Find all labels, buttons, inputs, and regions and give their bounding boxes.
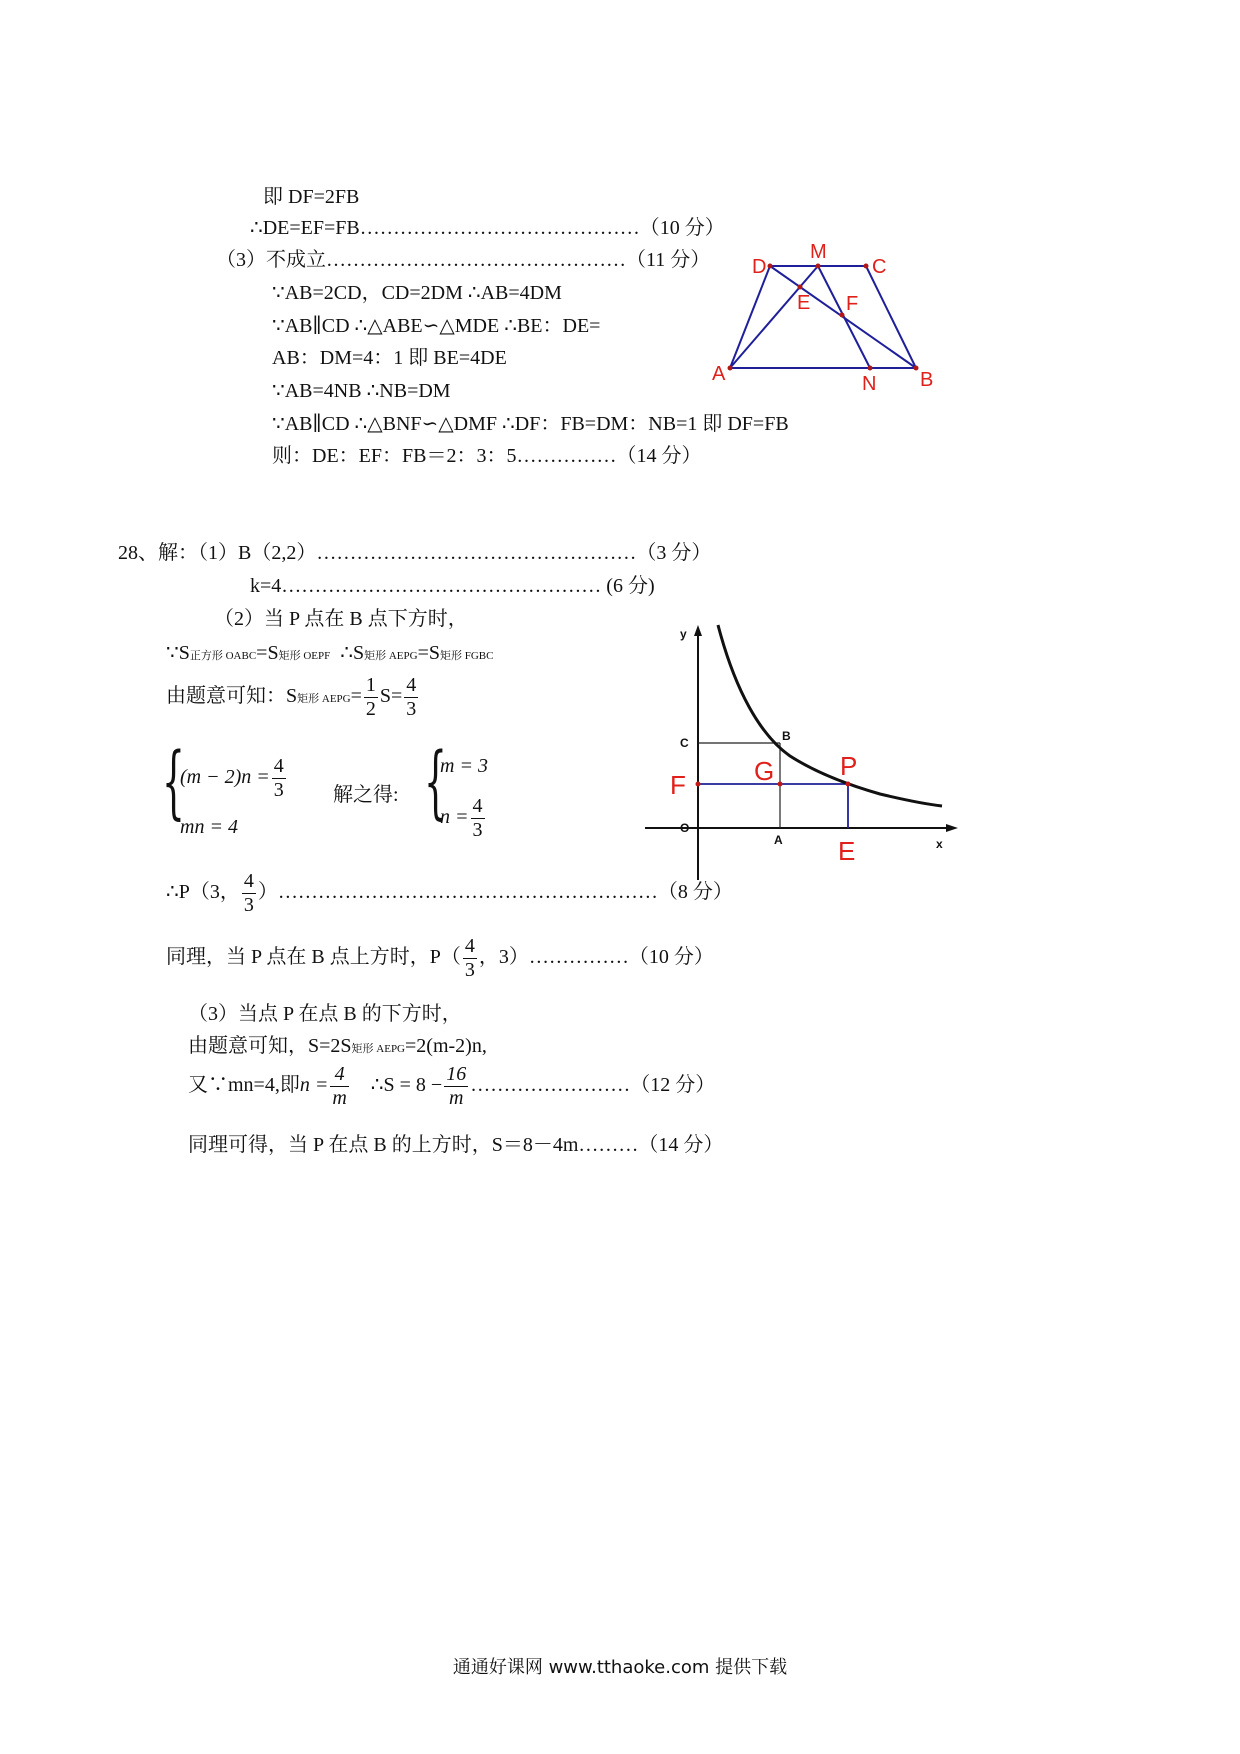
label-c: C <box>872 256 887 278</box>
segment-cb <box>866 266 916 368</box>
score-mark: （14 分） <box>616 445 702 467</box>
trapezoid-figure <box>700 230 960 400</box>
denominator: 3 <box>472 819 483 841</box>
subscript: 矩形 AEPG <box>364 650 418 662</box>
subscript: 矩形 FGBC <box>439 650 494 662</box>
label-m: M <box>810 241 827 263</box>
leader-dots: …………… <box>516 445 617 467</box>
score-mark: （14 分） <box>638 1134 724 1156</box>
text-line <box>250 218 725 238</box>
fraction <box>404 674 418 721</box>
numerator: 4 <box>464 935 475 957</box>
score-mark: (6 分) <box>606 575 655 597</box>
point-p <box>846 782 851 787</box>
point-f <box>840 313 845 318</box>
label-g: G <box>754 756 775 786</box>
label-n: N <box>862 373 877 395</box>
y-axis-arrow <box>694 625 702 636</box>
text-line: 即 DF=2FB <box>263 186 360 208</box>
equation-line <box>440 795 487 842</box>
text-line <box>166 935 714 982</box>
statement: 则：DE：EF：FB＝2：3：5 <box>272 445 517 467</box>
numerator: 1 <box>365 674 376 696</box>
point-c <box>864 264 869 269</box>
fraction <box>242 870 256 917</box>
page-footer: 通通好课网 www.tthaoke.com 提供下载 <box>452 1657 788 1678</box>
segment-am <box>730 266 818 368</box>
text-line: ∵AB∥CD ∴△BNF∽△DMF ∴DF：FB=DM：NB=1 即 DF=FB <box>272 413 789 435</box>
denominator: m <box>448 1087 464 1109</box>
text-span: ∴S <box>340 642 365 664</box>
score-mark: （12 分） <box>630 1074 716 1097</box>
leader-dots: ………………………………………… <box>281 575 602 597</box>
statement: 同理可得，当 P 在点 B 的上方时，S＝8－4m <box>188 1134 579 1156</box>
statement: ∴DE=EF=FB <box>250 217 360 239</box>
leader-dots: …………………………………… <box>359 217 640 239</box>
leader-dots: …………… <box>528 946 629 969</box>
text-line: ∵AB=4NB ∴NB=DM <box>272 380 451 402</box>
question-heading: 28、解：（1）B（2,2） <box>118 542 317 564</box>
label-p: P <box>840 751 858 781</box>
score-mark: （10 分） <box>639 217 725 239</box>
fraction <box>272 755 286 802</box>
text-span: S= <box>379 685 403 708</box>
text-span: ，3） <box>478 946 529 969</box>
text-line: 解之得: <box>333 784 399 806</box>
fraction <box>463 935 477 982</box>
numerator: 4 <box>243 870 254 892</box>
point-e <box>798 285 803 290</box>
text-span: 由题意可知，S=2S <box>188 1035 352 1057</box>
label-a: A <box>774 833 783 847</box>
subscript: 矩形 OEPF <box>278 650 331 662</box>
segment-mn <box>818 266 870 368</box>
text-span: ∵S <box>166 642 190 664</box>
score-mark: （8 分） <box>657 881 733 904</box>
denominator: 3 <box>273 779 284 801</box>
hyperbola-curve <box>718 625 942 806</box>
subscript: 矩形 AEPG <box>351 1043 406 1055</box>
hyperbola-graph-figure <box>640 620 960 880</box>
subscript: 矩形 AEPG <box>297 693 351 706</box>
label-e: E <box>838 836 856 866</box>
text-line <box>166 674 420 721</box>
label-b: B <box>920 369 934 391</box>
text-line: ∵AB=2CD，CD=2DM ∴AB=4DM <box>272 282 562 304</box>
text-span: =2(m-2)n, <box>405 1035 487 1057</box>
label-c: C <box>680 736 689 750</box>
label-y: y <box>680 627 687 641</box>
text-span: = <box>350 685 362 708</box>
point-m <box>816 264 821 269</box>
denominator: 3 <box>464 959 475 981</box>
text-line <box>250 576 655 596</box>
point-d <box>768 264 773 269</box>
text-span: 同理，当 P 点在 B 点上方时，P（ <box>166 946 461 969</box>
fraction <box>364 674 378 721</box>
left-brace: { <box>424 735 447 828</box>
leader-dots: ……… <box>578 1134 639 1156</box>
text-line <box>118 543 711 563</box>
text-line <box>188 1036 487 1056</box>
text-line: （2）当 P 点在 B 点下方时， <box>214 608 468 630</box>
denominator: 3 <box>243 894 254 916</box>
text-span: =S <box>256 642 279 664</box>
leader-dots: ……………………………………… <box>326 249 626 271</box>
denominator: 3 <box>406 698 417 720</box>
text-span: 由题意可知：S <box>166 685 298 708</box>
label-o: O <box>680 821 690 835</box>
equation-line: m = 3 <box>440 755 488 777</box>
leader-dots: …………………… <box>470 1074 631 1097</box>
equation-text: (m − 2)n = <box>180 766 270 789</box>
label-f: F <box>670 770 686 800</box>
text-line: （3）当点 P 在点 B 的下方时， <box>188 1003 462 1025</box>
fraction <box>330 1063 348 1110</box>
leader-dots: ………………………………………… <box>316 542 637 564</box>
text-span: =S <box>417 642 440 664</box>
numerator: 4 <box>330 1063 348 1087</box>
numerator: 16 <box>446 1063 467 1085</box>
equation-text: n = <box>299 1074 329 1097</box>
fraction <box>471 795 485 842</box>
text-line <box>272 446 701 466</box>
label-f: F <box>846 293 859 315</box>
numerator: 4 <box>273 755 284 777</box>
fraction <box>444 1063 468 1110</box>
statement: （3）不成立 <box>216 249 326 271</box>
text-span: ） <box>257 881 278 904</box>
label-b: B <box>782 729 791 743</box>
subscript: 正方形 OABC <box>189 650 257 662</box>
text-span: ∴P（3， <box>166 881 240 904</box>
equation-text: n = <box>440 806 469 829</box>
numerator: 4 <box>472 795 483 817</box>
text-line <box>216 250 710 270</box>
text-line <box>188 1063 715 1110</box>
denominator: 2 <box>365 698 376 720</box>
score-mark: （11 分） <box>626 249 711 271</box>
label-x: x <box>936 837 943 851</box>
score-mark: （3 分） <box>636 542 712 564</box>
text-line: ∵AB∥CD ∴△ABE∽△MDE ∴BE：DE= <box>272 315 601 337</box>
statement: k=4 <box>250 575 282 597</box>
point-a <box>728 366 733 371</box>
text-line: AB：DM=4：1 即 BE=4DE <box>272 347 507 369</box>
numerator: 4 <box>406 674 417 696</box>
leader-dots: ………………………………………………… <box>277 881 658 904</box>
text-line <box>188 1135 723 1155</box>
point-n <box>868 366 873 371</box>
label-e: E <box>797 292 811 314</box>
x-axis-arrow <box>946 824 958 832</box>
text-line <box>166 643 493 663</box>
label-a: A <box>712 363 726 385</box>
denominator: m <box>332 1087 347 1109</box>
segment-da <box>730 266 770 368</box>
equation-line <box>180 755 288 802</box>
left-brace: { <box>162 735 185 828</box>
text-span: ∴S = 8 − <box>370 1074 443 1097</box>
point-b <box>914 366 919 371</box>
text-span: 又∵mn=4,即 <box>188 1074 300 1097</box>
equation-line: mn = 4 <box>180 816 238 838</box>
score-mark: （10 分） <box>628 946 714 969</box>
label-d: D <box>752 256 767 278</box>
point-g <box>778 782 783 787</box>
point-f <box>696 782 701 787</box>
